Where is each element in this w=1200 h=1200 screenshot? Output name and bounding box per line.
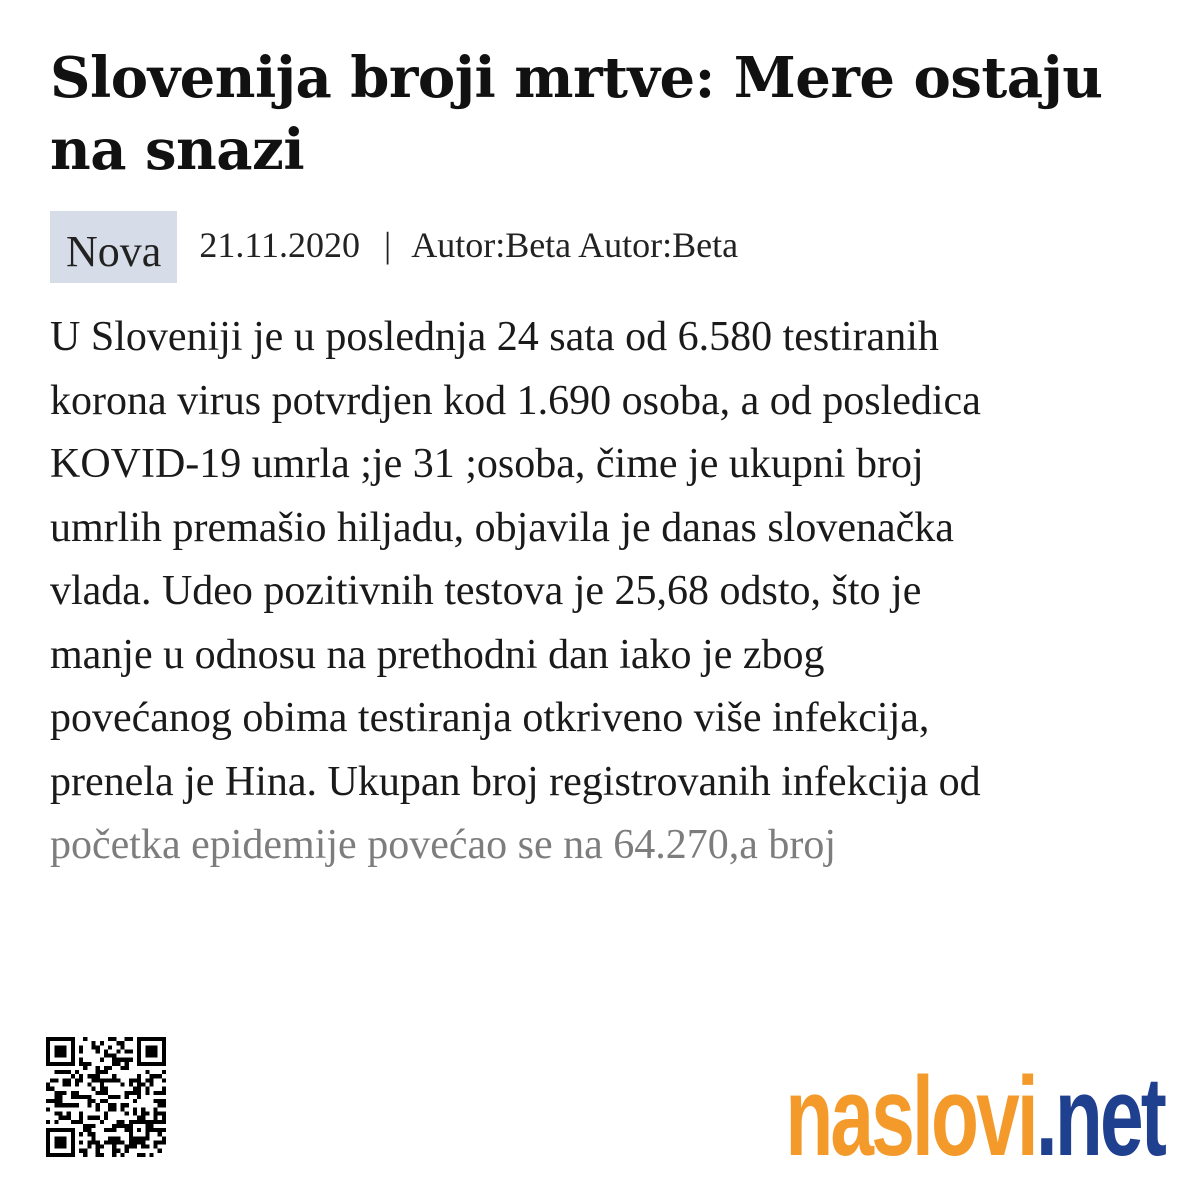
body-line: umrlih premašio hiljadu, objavila je danas slovenačka bbox=[50, 504, 954, 551]
body-line: KOVID-19 umrla ;je 31 ;osoba, čime je ukupni broj bbox=[50, 441, 924, 487]
qr-code-icon[interactable] bbox=[46, 1037, 166, 1157]
body-line: korona virus potvrdjen kod 1.690 osoba, a od posledica bbox=[50, 377, 981, 424]
naslovi-net-logo[interactable] bbox=[785, 1054, 1164, 1179]
publish-date: 21.11.2020 bbox=[199, 225, 360, 265]
category-tag[interactable]: Nova bbox=[50, 211, 177, 283]
body-line-faded: početka epidemije povećao se na 64.270,a broj bbox=[50, 822, 837, 868]
body-line: U Sloveniji je u poslednja 24 sata od 6.580 testiranih bbox=[50, 314, 939, 360]
logo-text-net: .net bbox=[1035, 1054, 1164, 1179]
body-line: manje u odnosu na prethodni dan iako je zbog bbox=[50, 631, 825, 678]
body-line: vlada. Udeo pozitivnih testova je 25,68 odsto, što je bbox=[50, 568, 922, 614]
article-body bbox=[50, 306, 1160, 878]
meta-separator: | bbox=[383, 225, 392, 265]
body-line: prenela je Hina. Ukupan broj registrovanih infekcija od bbox=[50, 758, 981, 805]
body-line: povećanog obima testiranja otkriveno više infekcija, bbox=[50, 695, 930, 741]
article-title: Slovenija broji mrtve: Mere ostaju na snazi bbox=[50, 45, 1103, 183]
logo-text-naslovi: naslovi bbox=[785, 1054, 1036, 1179]
article-meta bbox=[50, 211, 738, 283]
author-line: Autor:Beta Autor:Beta bbox=[411, 225, 739, 265]
meta-info bbox=[199, 223, 738, 267]
